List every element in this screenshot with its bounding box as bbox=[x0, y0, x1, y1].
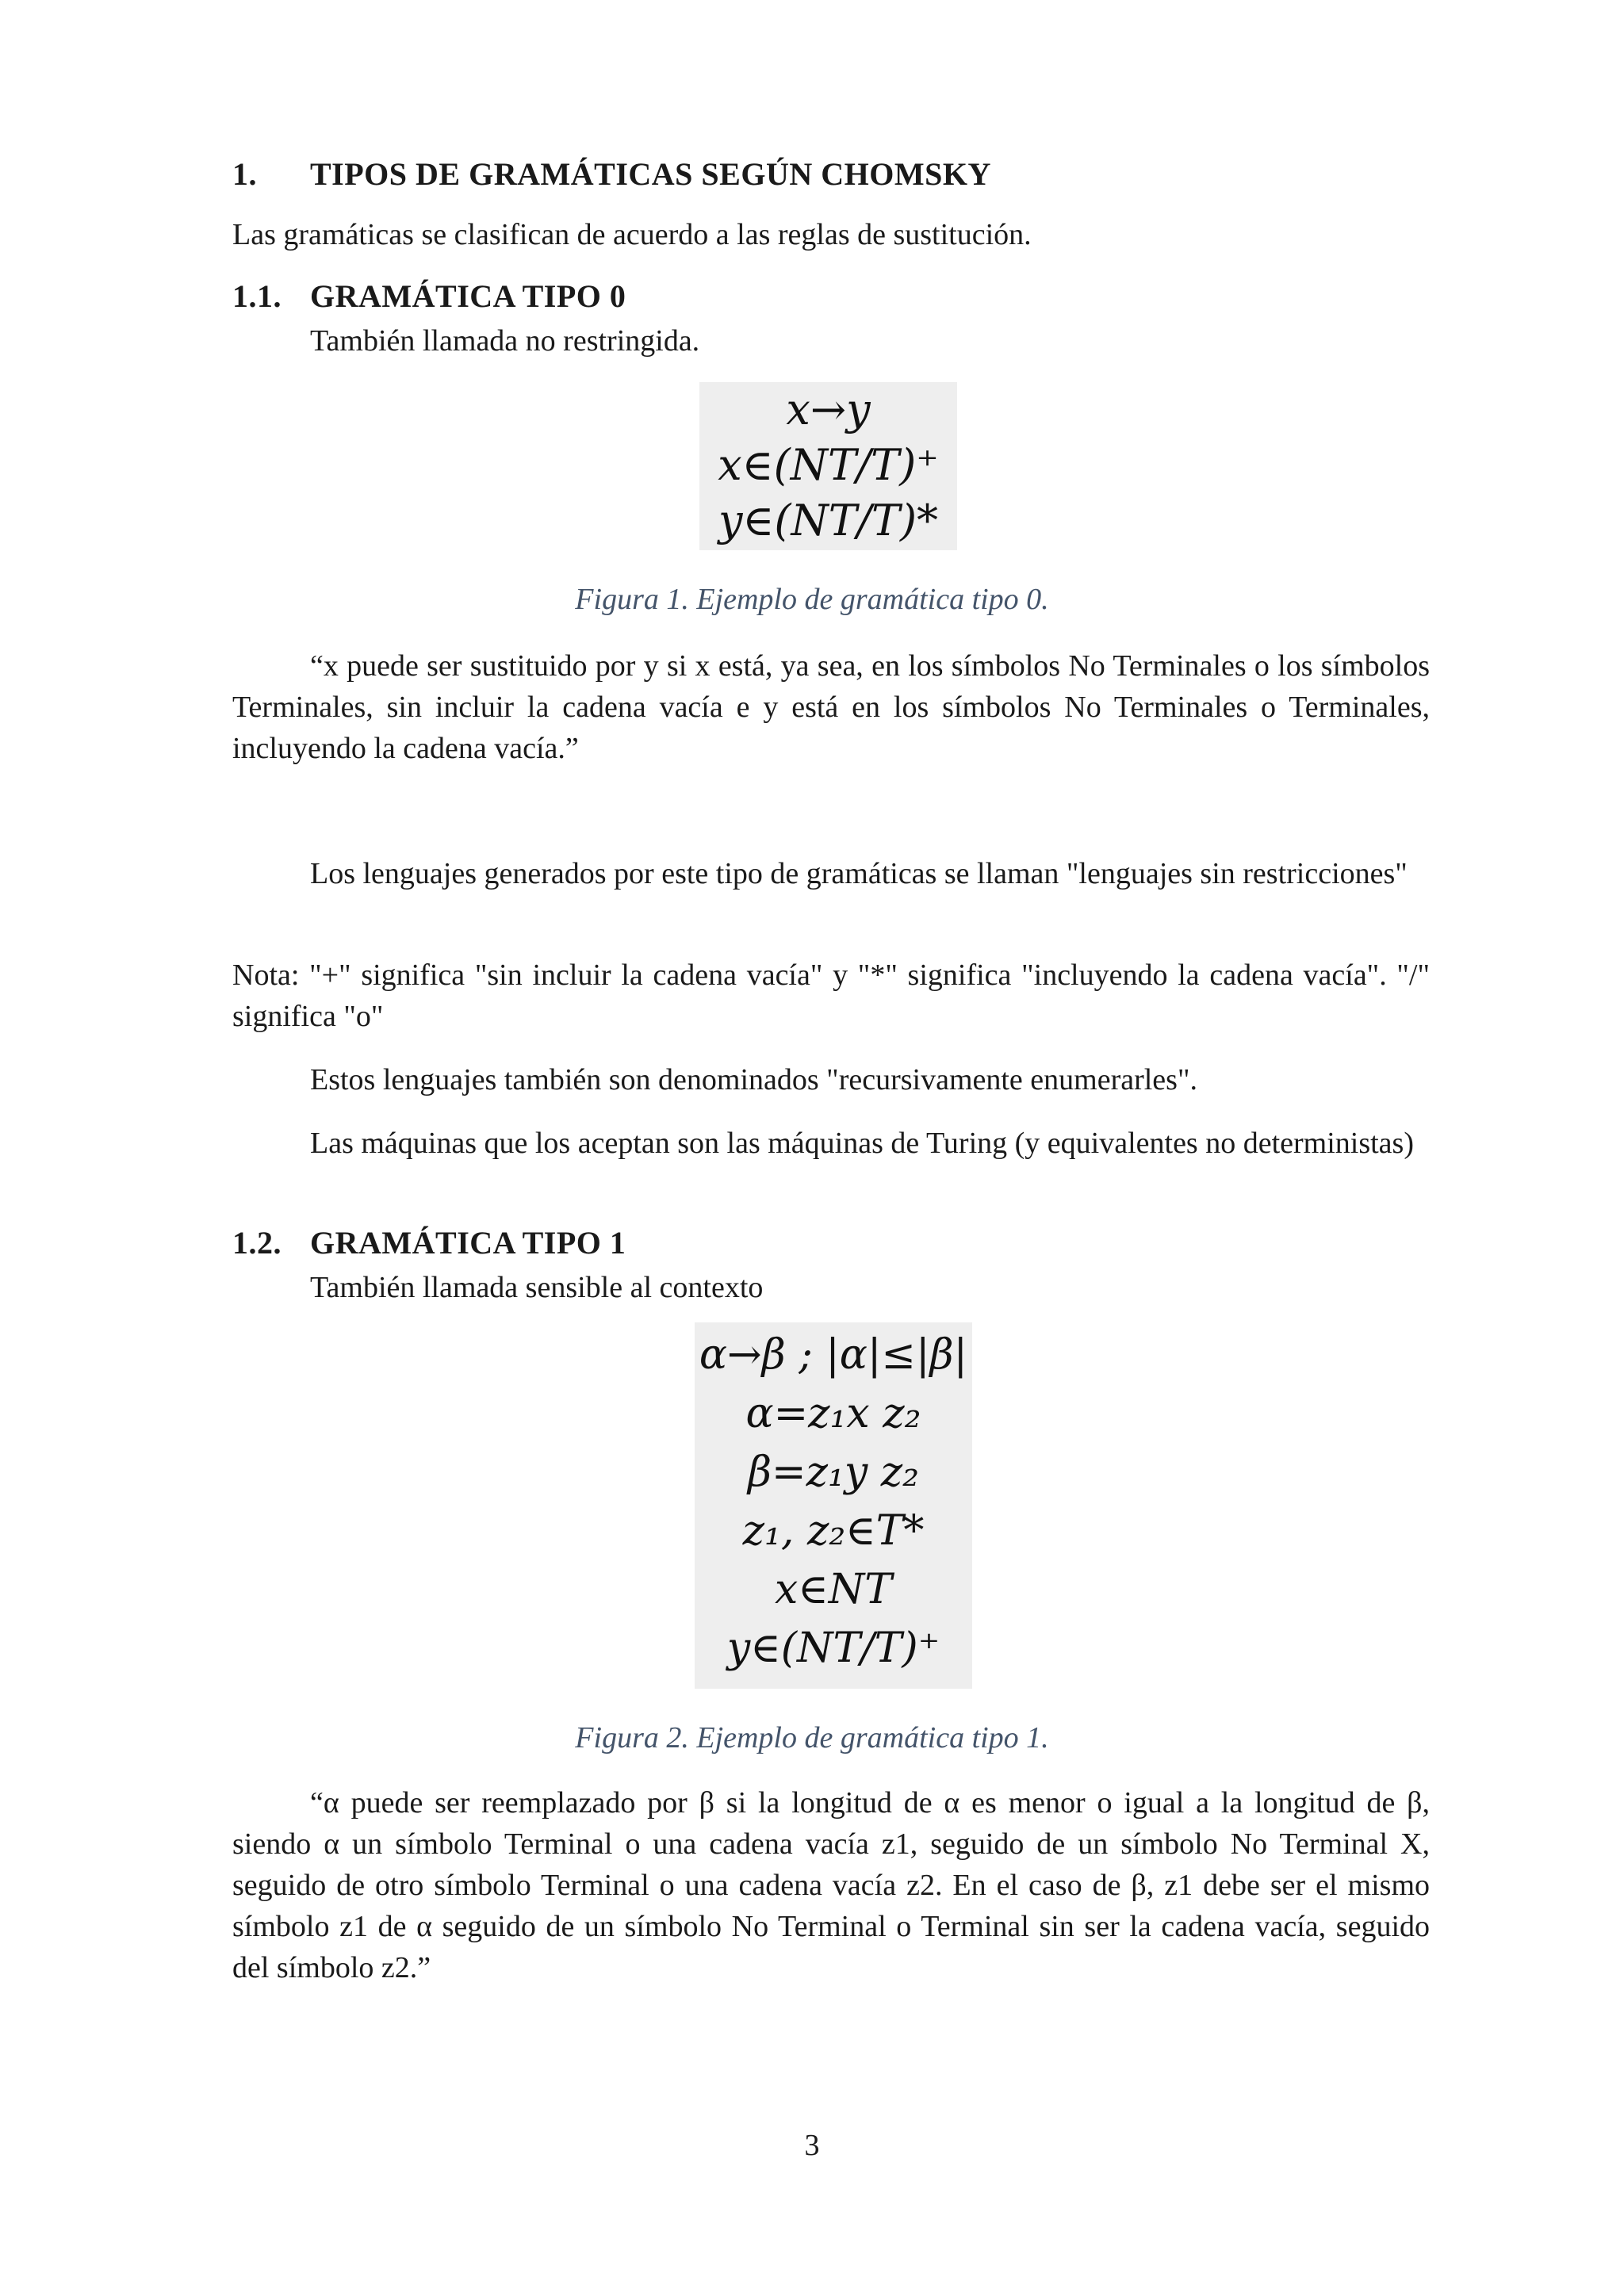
page-number: 3 bbox=[804, 2129, 820, 2162]
subsection-number: 1.1. bbox=[232, 278, 282, 314]
formula-line: α→β ; |α|≤|β| bbox=[699, 1331, 968, 1379]
formula-line: α=z₁x z₂ bbox=[745, 1390, 921, 1437]
formula-line: x∈NT bbox=[774, 1566, 892, 1613]
subsection-subtitle: También llamada sensible al contexto bbox=[310, 1271, 764, 1304]
formula-line: y∈(NT/T)⁺ bbox=[726, 1624, 940, 1672]
formula-line: x∈(NT/T)⁺ bbox=[718, 440, 939, 490]
languages-paragraph: Los lenguajes generados por este tipo de gramáticas se llaman "lenguajes sin restricciones" bbox=[310, 857, 1408, 890]
machines-paragraph: Las máquinas que los aceptan son las máquinas de Turing (y equivalentes no deterministas) bbox=[310, 1127, 1414, 1160]
figure-caption-2: Figura 2. Ejemplo de gramática tipo 1. bbox=[575, 1721, 1049, 1755]
subsection-title: GRAMÁTICA TIPO 1 bbox=[310, 1225, 626, 1261]
formula-line: y∈(NT/T)* bbox=[718, 496, 939, 545]
quote-paragraph-2: “α puede ser reemplazado por β si la longitud de α es menor o igual a la longitud de β, siendo α un símbolo Terminal o una cadena vacía z1, seguido de un símbolo No Terminal X, seguido de otro símbolo Terminal o una cadena vacía z2. En el caso de β, z1 debe ser el mismo símbolo z1 de α seguido de un símbolo No Terminal o Terminal sin ser la cadena vacía, seguido del símbolo z2.” bbox=[232, 1786, 1430, 1984]
quote-paragraph-1: “x puede ser sustituido por y si x está, ya sea, en los símbolos No Terminales o los símbolos Terminales, sin incluir la cadena vacía e y está en los símbolos No Terminales o Terminales, incluyendo la cadena vacía.” bbox=[232, 649, 1430, 765]
figure-caption-1: Figura 1. Ejemplo de gramática tipo 0. bbox=[575, 583, 1049, 616]
section-title: TIPOS DE GRAMÁTICAS SEGÚN CHOMSKY bbox=[310, 156, 991, 192]
formula-figure-2 bbox=[695, 1322, 972, 1689]
subsection-subtitle: También llamada no restringida. bbox=[310, 324, 700, 358]
formula-line: z₁, z₂∈T* bbox=[742, 1507, 925, 1555]
subsection-heading-1-1 bbox=[232, 277, 626, 315]
section-heading bbox=[232, 155, 991, 193]
subsection-heading-1-2 bbox=[232, 1224, 626, 1261]
note-paragraph: Nota: "+" significa "sin incluir la cadena vacía" y "*" significa "incluyendo la cadena vacía". "/" significa "o" bbox=[232, 959, 1430, 1033]
section-number: 1. bbox=[232, 156, 257, 192]
formula-line: β=z₁y z₂ bbox=[747, 1448, 920, 1496]
formula-line: x→y bbox=[786, 385, 871, 434]
formula-figure-1 bbox=[699, 382, 957, 550]
subsection-number: 1.2. bbox=[232, 1225, 282, 1261]
also-paragraph: Estos lenguajes también son denominados "recursivamente enumerarles". bbox=[310, 1063, 1197, 1096]
subsection-title: GRAMÁTICA TIPO 0 bbox=[310, 278, 626, 314]
intro-paragraph: Las gramáticas se clasifican de acuerdo a las reglas de sustitución. bbox=[232, 218, 1032, 251]
